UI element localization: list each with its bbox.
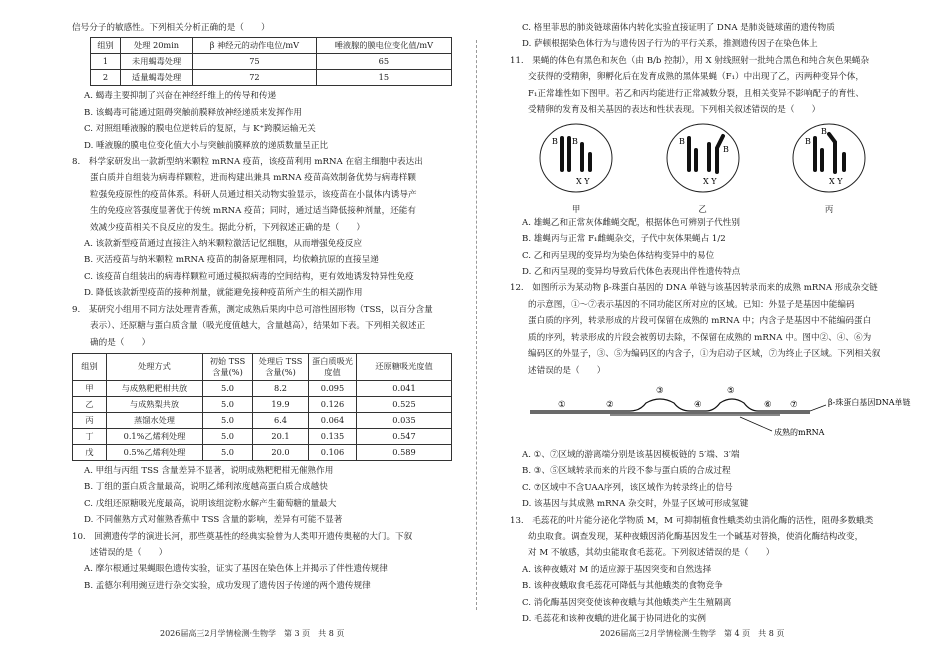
q13-option-b: B. 该种夜蛾取食毛蕊花可降低与其他蛾类的食物竞争 bbox=[522, 581, 723, 592]
q7-intro: 信号分子的敏感性。下列相关分析正确的是（ ） bbox=[72, 23, 270, 33]
table-cell: 15 bbox=[316, 70, 451, 86]
table-header: 唾液腺的膜电位变化值/mV bbox=[316, 38, 451, 54]
q8-option-b: B. 灭活疫苗与纳米颗粒 mRNA 疫苗的制备原理相同，均依赖抗原的直接呈递 bbox=[84, 255, 379, 266]
q12-option-b: B. ③、⑤区域转录而来的片段不参与蛋白质的合成过程 bbox=[522, 466, 731, 477]
table-cell: 0.5%乙烯利处理 bbox=[107, 444, 203, 460]
sex-chromosome-label: X Y bbox=[702, 177, 717, 187]
q7-option-a: A. 蝎毒主要抑制了兴奋在神经纤维上的传导和传递 bbox=[84, 91, 277, 102]
gene-label: B bbox=[572, 137, 578, 147]
cell-label-yi: 乙 bbox=[698, 203, 707, 214]
q12-line: 述错误的是（ ） bbox=[528, 365, 606, 376]
table-cell: 戊 bbox=[73, 444, 107, 460]
table-cell: 5.0 bbox=[203, 428, 253, 444]
table-header: 初始 TSS 含量(%) bbox=[203, 353, 253, 380]
q8-option-a: A. 该款新型疫苗通过直接注入纳米颗粒激活记忆细胞，从而增强免疫反应 bbox=[84, 239, 363, 250]
table-cell: 6.4 bbox=[253, 412, 309, 428]
q10-line: 述错误的是（ ） bbox=[90, 547, 168, 558]
table-cell: 5.0 bbox=[203, 396, 253, 412]
table-cell: 2 bbox=[91, 70, 121, 86]
q9-line: 表示）、还原糖与蛋白质含量（吸光度值越大，含量越高），结果如下表。下列相关叙述正 bbox=[90, 321, 426, 332]
table-cell: 75 bbox=[193, 54, 317, 70]
q8-line: 效减少疫苗相关不良反应的发生。据此分析，下列叙述正确的是（ ） bbox=[90, 222, 366, 233]
gene-label: B bbox=[722, 145, 729, 155]
q9-line: 9. 某研究小组用不同方法处理青香蕉，测定成熟后果肉中总可溶性固形物（TSS，以百分含量 bbox=[72, 304, 433, 315]
table-header: 还原糖吸光度值 bbox=[357, 353, 452, 380]
table-cell: 0.126 bbox=[309, 396, 357, 412]
q9-option-a: A. 甲组与丙组 TSS 含量差异不显著，说明成熟粑粑柑无催熟作用 bbox=[84, 465, 334, 476]
table-cell: 与成熟梨共放 bbox=[107, 396, 203, 412]
region-mark: ④ bbox=[694, 399, 702, 410]
page-4-column bbox=[510, 20, 911, 627]
table-cell: 甲 bbox=[73, 380, 107, 396]
table-cell: 8.2 bbox=[253, 380, 309, 396]
q8-line: 生的免疫应答强度显著优于传统 mRNA 疫苗；同时，通过适当降低接种剂量，还能有 bbox=[90, 206, 416, 217]
gene-label: B bbox=[552, 137, 558, 147]
table-cell: 5.0 bbox=[203, 380, 253, 396]
sex-chromosome-label: X Y bbox=[829, 177, 843, 187]
q13-option-c: C. 消化酶基因突变使该种夜蛾与其他蛾类产生生殖隔离 bbox=[522, 597, 732, 608]
table-cell: 20.1 bbox=[253, 428, 309, 444]
table-cell: 5.0 bbox=[203, 444, 253, 460]
table-cell: 19.9 bbox=[253, 396, 309, 412]
table-header: 组别 bbox=[91, 38, 121, 54]
table-header-row bbox=[91, 38, 452, 54]
table-cell: 0.525 bbox=[357, 396, 452, 412]
q12-option-d: D. 该基因与其成熟 mRNA 杂交时，外显子区域可形成氢键 bbox=[522, 499, 749, 510]
q11-line: 交获得的受精卵，卵孵化后在发育成熟的黑体果蝇（F₁）中出现了乙，丙两种变异个体， bbox=[528, 72, 864, 83]
table-cell: 65 bbox=[316, 54, 451, 70]
region-mark: ③ bbox=[656, 385, 664, 396]
q10-option-d: D. 萨顿根据染色体行为与遗传因子行为的平行关系，推测遗传因子在染色体上 bbox=[522, 39, 818, 50]
gene-label: B bbox=[678, 137, 685, 147]
table-row bbox=[91, 54, 452, 70]
q9-option-d: D. 不同催熟方式对催熟香蕉中 TSS 含量的影响，差异有可能不显著 bbox=[84, 515, 343, 526]
table-header: β 神经元的动作电位/mV bbox=[193, 38, 317, 54]
q12-option-c: C. ⑦区域中不含UAA序列，该区域作为转录终止的信号 bbox=[522, 482, 733, 493]
table-cell: 1 bbox=[91, 54, 121, 70]
q11-option-c: C. 乙和丙呈现的变异均为染色体结构变异中的易位 bbox=[522, 250, 715, 261]
page-3-footer: 2026届高三2月学情检测·生物学 第 3 页 共 8 页 bbox=[160, 629, 345, 638]
page-4-footer: 2026届高三2月学情检测·生物学 第 4 页 共 8 页 bbox=[600, 629, 785, 638]
q11-option-d: D. 乙和丙呈现的变异均导致后代体色表现出伴性遗传特点 bbox=[522, 267, 741, 278]
q10-option-b: B. 孟德尔利用豌豆进行杂交实验，成功发现了遗传因子传递的两个遗传规律 bbox=[84, 580, 371, 591]
cell-bing-diagram bbox=[791, 122, 867, 194]
q10-option-c: C. 格里菲思的肺炎链球菌体内转化实验直接证明了 DNA 是肺炎链球菌的遗传物质 bbox=[522, 23, 835, 33]
q13-option-a: A. 该种夜蛾对 M 的适应源于基因突变和自然选择 bbox=[522, 564, 712, 575]
sex-chromosome-label: X Y bbox=[576, 177, 590, 187]
q7-option-c: C. 对照组唾液腺的膜电位逆转后的复原，与 K⁺跨膜运输无关 bbox=[84, 124, 316, 135]
region-mark: ② bbox=[606, 399, 614, 410]
dna-mrna-hybrid-figure bbox=[510, 381, 911, 443]
table-header: 处理方式 bbox=[107, 353, 203, 380]
table-cell: 丁 bbox=[73, 428, 107, 444]
table-header: 蛋白质吸光度值 bbox=[309, 353, 357, 380]
q13-line: 对 M 不敏感，其幼虫能取食毛蕊花。下列叙述错误的是（ ） bbox=[528, 548, 775, 559]
table-cell: 0.106 bbox=[309, 444, 357, 460]
q12-line: 12. 如图所示为某动物 β-珠蛋白基因的 DNA 单链与该基因转录而来的成熟 mRNA 形成杂交链 bbox=[510, 283, 878, 294]
table-cell: 0.095 bbox=[309, 380, 357, 396]
q11-option-b: B. 雄蝇丙与正常 F₁雌蝇杂交，子代中灰体果蝇占 1/2 bbox=[522, 234, 726, 245]
table-row bbox=[73, 396, 452, 412]
table-cell: 5.0 bbox=[203, 412, 253, 428]
q8-line: 蛋白质并自组装为病毒样颗粒，进而构建出兼具 mRNA 疫苗高效制备优势与病毒样颗 bbox=[90, 173, 416, 184]
table-row bbox=[73, 428, 452, 444]
q13-option-d: D. 毛蕊花和该种夜蛾的进化属于协同进化的实例 bbox=[522, 613, 706, 624]
q12-option-a: A. ①、⑦区域的游离端分别是该基因模板链的 5′端、3′端 bbox=[522, 449, 740, 460]
table-row bbox=[73, 444, 452, 460]
dna-mrna-diagram bbox=[510, 381, 911, 443]
table-cell: 乙 bbox=[73, 396, 107, 412]
q7-table bbox=[90, 37, 452, 86]
table-cell: 适量蝎毒处理 bbox=[121, 70, 193, 86]
table-cell: 0.135 bbox=[309, 428, 357, 444]
table-cell: 20.0 bbox=[253, 444, 309, 460]
table-header: 处理 20min bbox=[121, 38, 193, 54]
q11-line: 11. 果蝇的体色有黑色和灰色（由 B/b 控制），用 X 射线照射一批纯合黑色和纯合灰色果蝇杂 bbox=[510, 55, 870, 66]
table-cell: 0.547 bbox=[357, 428, 452, 444]
q12-line: 编码区的外显子，③、⑤为编码区的内含子，①为启动子区域，⑦为终止子区域。下列相关叙 bbox=[528, 349, 881, 360]
page-3-column bbox=[72, 20, 457, 594]
q11-line: F₁正常雄性如下图甲。若乙和丙均能进行正常减数分裂，且相关变异不影响配子的育性、 bbox=[528, 88, 864, 99]
q13-line: 幼虫取食。调查发现，某种夜蛾因消化酶基因发生一个碱基对替换，使消化酶结构改变， bbox=[528, 531, 864, 542]
q9-line: 确的是（ ） bbox=[90, 337, 151, 348]
q10-option-a: A. 摩尔根通过果蝇眼色遗传实验，证实了基因在染色体上并揭示了伴性遗传规律 bbox=[84, 564, 388, 575]
q9-table bbox=[72, 353, 452, 461]
q8-line: 8. 科学家研发出一款新型纳米颗粒 mRNA 疫苗，该疫苗利用 mRNA 在宿主细胞中表达出 bbox=[72, 157, 423, 168]
table-row bbox=[73, 380, 452, 396]
cell-yi-diagram bbox=[665, 122, 741, 194]
region-mark: ⑦ bbox=[790, 399, 798, 410]
q8-option-c: C. 该疫苗自组装出的病毒样颗粒可通过模拟病毒的空间结构，更有效地诱发特异性免疫 bbox=[84, 271, 414, 282]
column-divider bbox=[476, 40, 477, 610]
q12-line: 蛋白质的序列，转录形成的片段可保留在成熟的 mRNA 中；内含子是基因中不能编码蛋白 bbox=[528, 316, 872, 327]
region-mark: ⑤ bbox=[727, 385, 735, 396]
cell-yi bbox=[665, 122, 741, 214]
table-cell: 72 bbox=[193, 70, 317, 86]
cell-label-jia: 甲 bbox=[571, 203, 581, 214]
q9-option-c: C. 戊组还原糖吸光度最高，说明该组淀粉水解产生葡萄糖的量最大 bbox=[84, 498, 337, 509]
cell-label-bing: 丙 bbox=[824, 203, 834, 214]
q8-option-d: D. 降低该款新型疫苗的接种剂量，就能避免接种疫苗所产生的相关副作用 bbox=[84, 288, 363, 299]
q13-line: 13. 毛蕊花的叶片能分泌化学物质 M，M 可抑制植食性蛾类幼虫消化酶的活性，阻碍多数蛾类 bbox=[510, 515, 874, 526]
table-header: 处理后 TSS 含量(%) bbox=[253, 353, 309, 380]
table-cell: 0.589 bbox=[357, 444, 452, 460]
cell-bing bbox=[791, 122, 867, 214]
q12-line: 质的序列，转录形成的片段会被剪切去除，不保留在成熟的 mRNA 中。图中②、④、⑥为 bbox=[528, 332, 872, 343]
table-cell: 0.064 bbox=[309, 412, 357, 428]
table-row bbox=[91, 70, 452, 86]
mrna-label: 成熟的mRNA bbox=[774, 427, 825, 437]
dna-strand-label: β-珠蛋白基因DNA单链 bbox=[828, 397, 911, 407]
table-header: 组别 bbox=[73, 353, 107, 380]
q9-option-b: B. 丁组的蛋白质含量最高，说明乙烯利浓度越高蛋白质合成越快 bbox=[84, 482, 328, 493]
cell-jia-diagram bbox=[538, 122, 614, 194]
table-cell: 与成熟粑粑柑共放 bbox=[107, 380, 203, 396]
table-cell: 0.1%乙烯利处理 bbox=[107, 428, 203, 444]
q7-option-d: D. 唾液腺的膜电位变化值大小与突触前膜释放的递质数量呈正比 bbox=[84, 140, 329, 151]
q8-line: 粒强免疫原性的疫苗体系。科研人员通过相关动物实验显示，该疫苗在小鼠体内诱导产 bbox=[90, 189, 417, 200]
cell-jia bbox=[538, 122, 614, 214]
table-cell: 0.041 bbox=[357, 380, 452, 396]
q11-line: 受精卵的发育及相关基因的表达和性状表现。下列相关叙述错误的是（ ） bbox=[528, 105, 821, 116]
q11-option-a: A. 雄蝇乙和正常灰体雌蝇交配，根据体色可辨别子代性别 bbox=[522, 217, 740, 228]
gene-label: B bbox=[805, 137, 811, 147]
table-cell: 蒸馏水处理 bbox=[107, 412, 203, 428]
table-cell: 0.035 bbox=[357, 412, 452, 428]
gene-label: B bbox=[821, 127, 827, 137]
region-mark: ① bbox=[558, 399, 566, 410]
table-header-row bbox=[73, 353, 452, 380]
q10-line: 10. 回溯遗传学的演进长河，那些奠基性的经典实验曾为人类叩开遗传奥秘的大门。下叙 bbox=[72, 531, 413, 542]
region-mark: ⑥ bbox=[764, 399, 772, 410]
q12-line: 的示意图，①～⑦表示基因的不同功能区所对应的区域。已知：外显子是基因中能编码 bbox=[528, 299, 855, 310]
table-cell: 未用蝎毒处理 bbox=[121, 54, 193, 70]
table-cell: 丙 bbox=[73, 412, 107, 428]
table-row bbox=[73, 412, 452, 428]
chromosome-figure bbox=[510, 118, 895, 214]
q7-option-b: B. 该蝎毒可能通过阻碍突触前膜释放神经递质来发挥作用 bbox=[84, 107, 303, 118]
